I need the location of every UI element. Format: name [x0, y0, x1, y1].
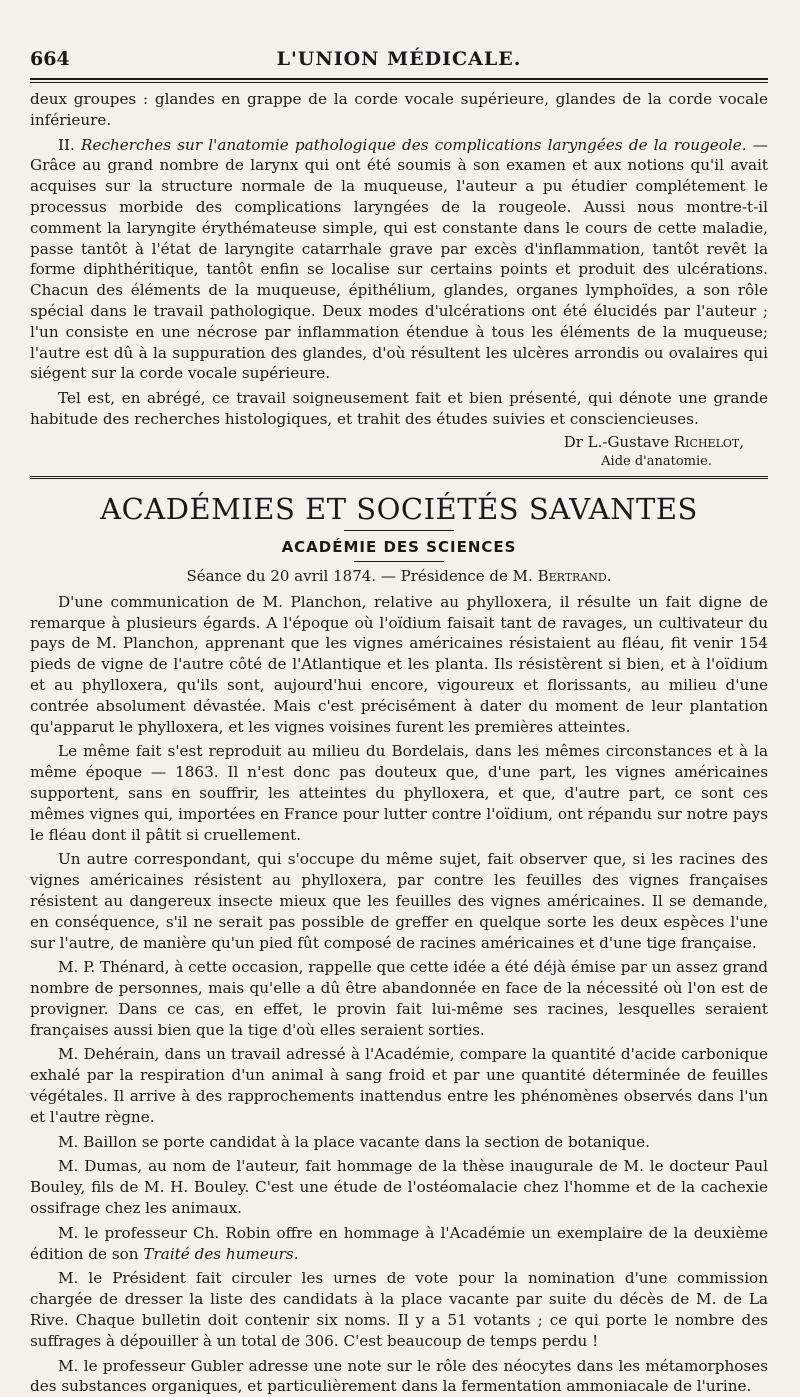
running-head [30, 44, 768, 74]
section-ii-title: Recherches sur l'anatomie pathologique des complications laryngées de la rougeole. [81, 135, 747, 154]
subsection-title: ACADÉMIE DES SCIENCES [281, 537, 517, 556]
paragraph: M. P. Thénard, à cette occasion, rappelle que cette idée a été déjà émise par un assez grand nombre de personnes, mais qu'elle a dû être abandonnée en face de la nécessité où l'on est de provigner. Dans ce cas, en effet, le provin fait lui-même ses racines, lesquelles seraient françaises aussi bien que la tige d'où elles seraient sorties. [30, 958, 768, 1039]
session-president: Bertrand. [537, 566, 612, 585]
signature [30, 432, 768, 472]
section-ii-number: II. [58, 135, 75, 154]
paragraph: D'une communication de M. Planchon, relative au phylloxera, il résulte un fait digne de remarque à plusieurs égards. A l'époque où l'oïdium faisait tant de ravages, un cultivateur du pays de M. Planchon, apprenant que les vignes américaines résistaient au fléau, fit venir 154 pieds de vigne de l'autre côté de l'Atlantique et les planta. Ils résistèrent si bien, et à l'oïdium et au phylloxera, qu'ils sont, aujourd'hui encore, vigoureux et florissants, au milieu d'une contrée absolument dévastée. Mais c'est précisément à dater du moment de leur plantation qu'apparut le phylloxera, et les vignes voisines furent les premières atteintes. [30, 592, 768, 736]
signature-role: Aide d'anatomie. [601, 453, 712, 469]
section-ii-paragraph [30, 135, 768, 385]
paragraph: Le même fait s'est reproduit au milieu du Bordelais, dans les mêmes circonstances et à la même époque — 1863. Il n'est donc pas douteux que, d'une part, les vignes américaines supportent, sans en souffrir, les atteintes du phylloxera, et que, d'autre part, ce sont ces mêmes vignes qui, importées en France pour lutter contre l'oïdium, ont répandu sur notre pays le fléau dont il pâtit si cruellement. [30, 742, 768, 844]
paragraph: M. le professeur Gubler adresse une note sur le rôle des néocytes dans les métamorphoses des substances organiques, et particulièrement dans la fermentation ammoniacale de l'urine. [30, 1356, 768, 1396]
section-ii-body: — Grâce au grand nombre de larynx qui ont été soumis à son examen et aux notions qu'il avait acquises sur la structure normale de la muqueuse, l'auteur a pu étudier complétement le processus morbide des complications laryngées de la rougeole. Aussi nous montre-t-il comment la laryngite érythémateuse simple, qui est constante dans le cours de cette maladie, passe tantôt à l'état de laryngite catarrhale grave par excès d'inflammation, tantôt revêt la forme diphthéritique, tantôt enfin se localise sur certains points et produit des ulcérations. Chacun des éléments de la muqueuse, épithélium, glandes, organes lymphoïdes, a son rôle spécial dans le travail pathologique. Deux modes d'ulcérations ont été élucidés par l'auteur ; l'un consiste en une nécrose par inflammation étendue à tous les éléments de la muqueuse; l'autre est dû à la suppuration des glandes, d'où résultent les ulcères arrondis ou ovalaires qui siégent sur la corde vocale supérieure. [30, 135, 768, 383]
signature-name: Dr L.-Gustave Richelot, [563, 432, 744, 451]
header-rule-thin [30, 82, 768, 83]
paragraph: M. Dumas, au nom de l'auteur, fait hommage de la thèse inaugurale de M. le docteur Paul Bouley, fils de M. H. Bouley. C'est une étude de l'ostéomalacie chez l'homme et de la cachexie ossifrage chez les animaux. [30, 1157, 768, 1218]
intro-paragraph: deux groupes : glandes en grappe de la corde vocale supérieure, glandes de la corde vocale inférieure. [30, 90, 768, 129]
journal-title: L'UNION MÉDICALE. [276, 48, 522, 70]
signature-surname: Richelot, [673, 432, 744, 451]
book-title: Traité des humeurs. [143, 1244, 299, 1263]
subsection-title-rule [354, 561, 444, 562]
section-title: ACADÉMIES ET SOCIÉTÉS SAVANTES [100, 491, 698, 526]
section-divider [30, 476, 768, 482]
paragraph: Un autre correspondant, qui s'occupe du même sujet, fait observer que, si les racines des vignes américaines résistent au phylloxera, par contre les feuilles des vignes françaises résistent au dangereux insecte mieux que les feuilles des vignes américaines. Il se demande, en conséquence, s'il ne serait pas possible de greffer en quelque sorte les deux espèces l'une sur l'autre, de manière qu'un pied fût composé de racines américaines et d'une tige française. [30, 850, 768, 952]
section-title-rule [344, 530, 454, 531]
session-line: Séance du 20 avril 1874. — Présidence de M. Bertrand. [186, 566, 612, 585]
paragraph: M. Dehérain, dans un travail adressé à l'Académie, compare la quantité d'acide carbonique exhalé par la respiration d'un animal à sang froid et par une quantité déterminée de feuilles végétales. Il arrive à des rapprochements inattendus entre les phénomènes observés dans l'un et l'autre règne. [30, 1045, 768, 1126]
paragraph: M. le Président fait circuler les urnes de vote pour la nomination d'une commission chargée de dresser la liste des candidats à la place vacante par suite du décès de M. de La Rive. Chaque bulletin doit contenir six noms. Il y a 51 votants ; ce qui porte le nombre des suffrages à dépouiller à un total de 306. C'est beaucoup de temps perdu ! [30, 1269, 768, 1350]
paragraph-robin: M. le professeur Ch. Robin offre en hommage à l'Académie un exemplaire de la deuxième édition de son Traité des humeurs. [30, 1223, 768, 1263]
paragraph: M. Baillon se porte candidat à la place vacante dans la section de botanique. [58, 1132, 650, 1151]
page-number: 664 [30, 48, 70, 70]
header-rule [30, 78, 768, 80]
conclusion-paragraph: Tel est, en abrégé, ce travail soigneusement fait et bien présenté, qui dénote une grande habitude des recherches histologiques, et trahit des études suivies et consciencieuses. [30, 389, 768, 428]
